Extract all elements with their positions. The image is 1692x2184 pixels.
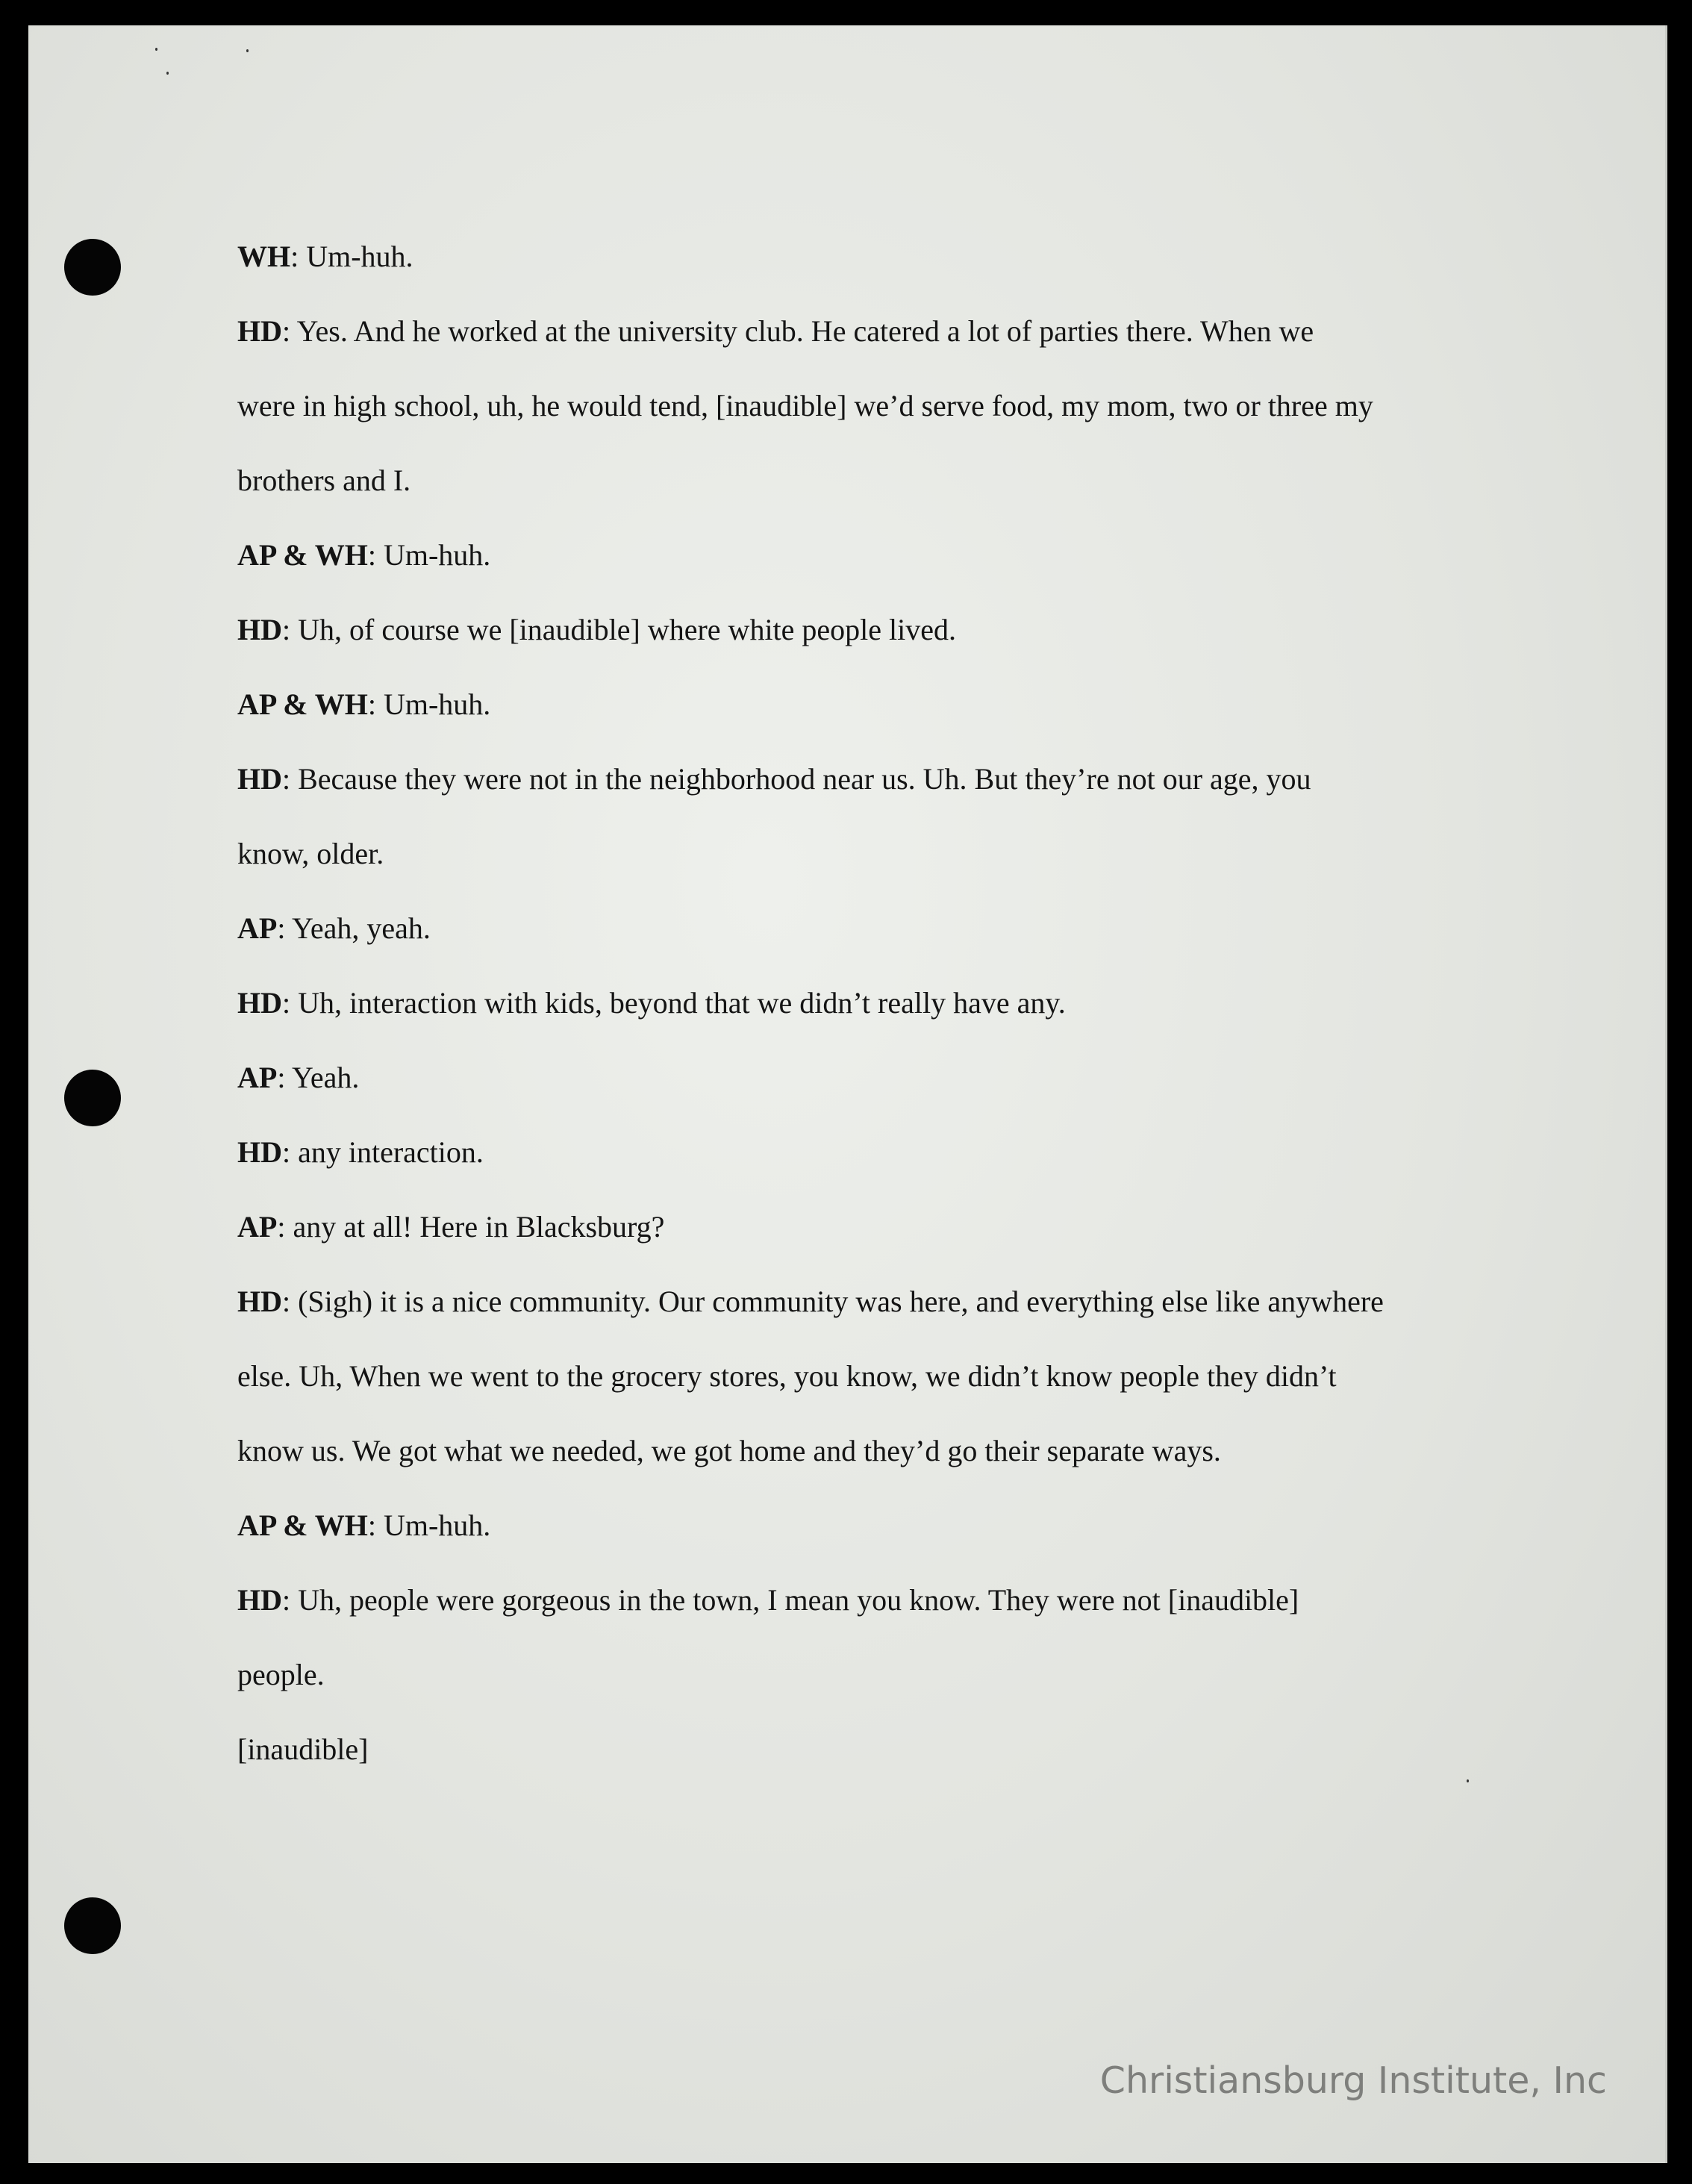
- speaker-label: HD: [237, 314, 282, 348]
- transcript-line: [237, 458, 1506, 533]
- line-text: : any at all! Here in Blacksburg?: [277, 1210, 665, 1244]
- transcript-line: [237, 384, 1506, 458]
- transcript-line: [237, 1279, 1506, 1354]
- line-text: : (Sigh) it is a nice community. Our community was here, and everything else like anywhere: [282, 1285, 1384, 1318]
- speaker-label: HD: [237, 762, 282, 796]
- speaker-label: AP: [237, 1210, 278, 1244]
- paper-speck: [155, 48, 157, 51]
- speaker-label: AP & WH: [237, 1508, 368, 1542]
- transcript-line: [237, 682, 1506, 757]
- speaker-label: AP & WH: [237, 687, 368, 721]
- paper-speck: [246, 49, 249, 52]
- line-text: : Uh, of course we [inaudible] where white people lived.: [282, 613, 957, 646]
- transcript-line: [237, 234, 1506, 309]
- line-text: : Yeah.: [277, 1061, 360, 1094]
- line-text: people.: [237, 1658, 325, 1691]
- transcript-line: [237, 1503, 1506, 1578]
- punch-hole-bottom: [64, 1897, 121, 1954]
- transcript-line: [237, 757, 1506, 832]
- line-text: : Yes. And he worked at the university club. He catered a lot of parties there. When we: [282, 314, 1314, 348]
- line-text: else. Uh, When we went to the grocery stores, you know, we didn’t know people they didn’t: [237, 1359, 1337, 1393]
- speaker-label: AP: [237, 911, 278, 945]
- speaker-label: HD: [237, 986, 282, 1020]
- speaker-label: HD: [237, 1583, 282, 1617]
- line-text: brothers and I.: [237, 464, 411, 497]
- transcript-line: [237, 1205, 1506, 1279]
- line-text: : Um-huh.: [367, 538, 491, 572]
- line-text: : Um-huh.: [367, 687, 491, 721]
- transcript-line: [237, 1429, 1506, 1503]
- speaker-label: HD: [237, 1135, 282, 1169]
- paper-speck: [166, 72, 169, 75]
- transcript-line: [237, 1130, 1506, 1205]
- transcript-line: [237, 832, 1506, 906]
- speaker-label: HD: [237, 613, 282, 646]
- line-text: : Uh, interaction with kids, beyond that we didn’t really have any.: [282, 986, 1066, 1020]
- transcript-line: [237, 981, 1506, 1055]
- transcript-line: [237, 608, 1506, 682]
- transcript-line: [237, 1578, 1506, 1653]
- line-text: : Uh, people were gorgeous in the town, I mean you know. They were not [inaudible]: [282, 1583, 1299, 1617]
- line-text: were in high school, uh, he would tend, [inaudible] we’d serve food, my mom, two or three my: [237, 389, 1373, 422]
- punch-hole-middle: [64, 1070, 121, 1126]
- watermark: Christiansburg Institute, Inc: [1099, 2059, 1607, 2102]
- transcript-line: [237, 1055, 1506, 1130]
- speaker-label: AP: [237, 1061, 278, 1094]
- line-text: know us. We got what we needed, we got home and they’d go their separate ways.: [237, 1434, 1221, 1467]
- transcript-line: [237, 533, 1506, 608]
- transcript-line: [237, 1727, 1506, 1802]
- punch-hole-top: [64, 239, 121, 296]
- line-text: know, older.: [237, 837, 384, 870]
- line-text: : Um-huh.: [367, 1508, 491, 1542]
- transcript-line: [237, 906, 1506, 981]
- speaker-label: AP & WH: [237, 538, 368, 572]
- transcript-line: [237, 1653, 1506, 1727]
- speaker-label: HD: [237, 1285, 282, 1318]
- line-text: : Um-huh.: [290, 240, 413, 273]
- transcript-body: [237, 234, 1506, 1802]
- line-text: : Yeah, yeah.: [277, 911, 431, 945]
- transcript-line: [237, 309, 1506, 384]
- line-text: : Because they were not in the neighborhood near us. Uh. But they’re not our age, you: [282, 762, 1311, 796]
- line-text: [inaudible]: [237, 1732, 369, 1766]
- line-text: : any interaction.: [282, 1135, 484, 1169]
- transcript-line: [237, 1354, 1506, 1429]
- speaker-label: WH: [237, 240, 291, 273]
- document-page: [28, 25, 1667, 2163]
